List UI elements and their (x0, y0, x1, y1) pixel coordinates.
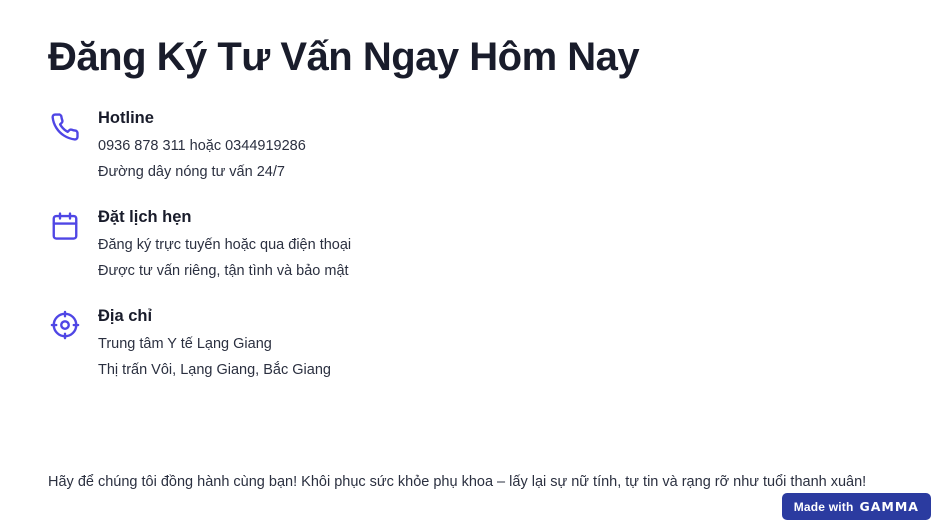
contact-line: 0936 878 311 hoặc 0344919286 (98, 137, 306, 154)
contact-line: Được tư vấn riêng, tận tình và bảo mật (98, 262, 349, 279)
contact-body (98, 108, 306, 181)
phone-icon (48, 110, 82, 144)
contact-item-address (48, 306, 897, 379)
made-with-gamma-badge[interactable] (782, 493, 931, 520)
badge-prefix-label: Made with (793, 499, 854, 514)
contact-body (98, 207, 351, 280)
contact-item-appointment (48, 207, 897, 280)
contact-list (48, 108, 897, 379)
contact-line: Đường dây nóng tư vấn 24/7 (98, 163, 285, 180)
contact-heading: Hotline (98, 109, 154, 127)
contact-line: Thị trấn Vôi, Lạng Giang, Bắc Giang (98, 362, 331, 379)
contact-line: Đăng ký trực tuyến hoặc qua điện thoại (98, 236, 352, 253)
contact-body (98, 306, 331, 379)
footer-note: Hãy để chúng tôi đồng hành cùng bạn! Khôi phục sức khỏe phụ khoa – lấy lại sự nữ tính, tự tin và rạng rỡ như tuổi thanh xuân! (48, 474, 867, 491)
page-title: Đăng Ký Tư Vấn Ngay Hôm Nay (48, 35, 640, 79)
location-target-icon (48, 308, 82, 342)
gamma-wordmark: GAMMA (859, 499, 919, 514)
contact-heading: Địa chỉ (98, 307, 153, 326)
contact-heading: Đặt lịch hẹn (98, 208, 192, 227)
calendar-icon (48, 209, 82, 243)
contact-line: Trung tâm Y tế Lạng Giang (98, 335, 272, 352)
contact-item-hotline (48, 108, 897, 181)
